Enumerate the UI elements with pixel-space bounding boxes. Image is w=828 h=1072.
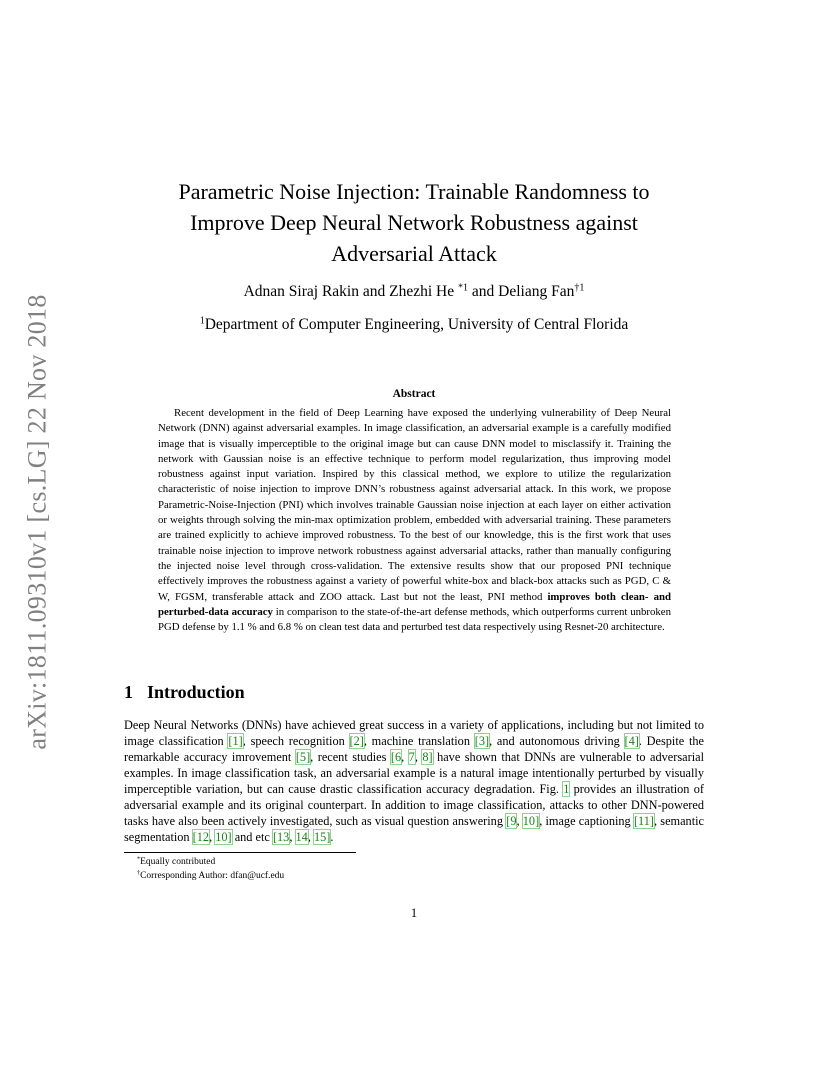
- intro-text: , image captioning: [539, 814, 634, 828]
- arxiv-sidebar-stamp: [18, 282, 58, 762]
- citation-link[interactable]: [3]: [474, 734, 490, 748]
- citation-link[interactable]: [6: [390, 750, 402, 764]
- figure-link[interactable]: 1: [563, 782, 570, 796]
- introduction-paragraph: Deep Neural Networks (DNNs) have achieved great success in a variety of applications, including but not limited to image classification [1], speech recognition [2], machine translation [3], and autonomous driving [4]. Despite the remarkable accuracy imrovement [5], recent studies [6, 7, 8] have shown that DNNs are vulnerable to adversarial examples. In image classification task, an adversarial example is a natural image intentionally perturbed by visually imperceptible variation, but can cause drastic classification accuracy degradation. Fig. 1 provides an illustration of adversarial example and its original counterpart. In addition to image classification, attacks to other DNN-powered tasks have also been actively investigated, such as visual question answering [9, 10], image captioning [11], semantic segmentation [12, 10] and etc [13, 14, 15].: [124, 718, 704, 844]
- affiliation-text: Department of Computer Engineering, University of Central Florida: [204, 316, 629, 333]
- citation-link[interactable]: [11]: [633, 814, 654, 828]
- affiliation-mark: 1: [199, 315, 205, 327]
- footnote-equal-contribution: [137, 856, 284, 870]
- footnote-corresponding-author: [137, 870, 284, 884]
- affiliation: [124, 316, 704, 334]
- section-heading-introduction: [124, 682, 245, 703]
- title-line-3: Adversarial Attack: [331, 241, 497, 266]
- citation-link[interactable]: 7: [408, 750, 415, 764]
- citation-link[interactable]: 10]: [522, 814, 540, 828]
- citation-link[interactable]: [12: [192, 830, 210, 844]
- citation-link[interactable]: [2]: [349, 734, 364, 748]
- author-names-1: Adnan Siraj Rakin and Zhezhi He: [243, 283, 458, 300]
- intro-text: Deep Neural Networks (DNNs) have achieved great success in a variety of applications, including but not limited to image classification: [124, 718, 704, 748]
- footnotes: [137, 856, 284, 883]
- footnote-text: Equally contributed: [140, 857, 216, 867]
- citation-link[interactable]: [4]: [624, 734, 639, 748]
- footnote-mark: *: [137, 856, 141, 863]
- citation-link[interactable]: [5]: [295, 750, 311, 764]
- intro-text: . Despite the remarkable accuracy imrovement: [124, 734, 704, 764]
- footnote-mark: †: [137, 870, 141, 877]
- paper-title: [124, 176, 704, 269]
- footnote-text: Corresponding Author: dfan@ucf.edu: [140, 870, 285, 881]
- abstract-bold-text: improves both clean- and perturbed-data accuracy: [158, 590, 671, 618]
- intro-text: , speech recognition: [242, 734, 350, 748]
- citation-link[interactable]: 8]: [422, 750, 433, 764]
- intro-text: and etc: [231, 830, 273, 844]
- intro-text: , semantic segmentation: [124, 814, 704, 844]
- section-title: Introduction: [147, 682, 245, 702]
- citation-link[interactable]: [1]: [228, 734, 243, 748]
- intro-text: , and autonomous driving: [489, 734, 625, 748]
- intro-text: , machine translation: [363, 734, 475, 748]
- citation-link[interactable]: [9: [506, 814, 517, 828]
- abstract-body: [158, 406, 671, 635]
- author-mark-2: †1: [574, 282, 585, 294]
- citation-link[interactable]: 15]: [313, 830, 331, 844]
- section-number: 1: [124, 682, 133, 702]
- intro-text: .: [330, 830, 334, 844]
- citation-link[interactable]: [13: [272, 830, 290, 844]
- footnote-divider: [124, 852, 356, 853]
- citation-link[interactable]: 10]: [215, 830, 232, 844]
- author-mark-1: *1: [457, 282, 469, 294]
- author-names-2: and Deliang Fan: [468, 283, 575, 300]
- intro-text: provides an illustration of adversarial example and its original counterpart. In addition to image classification, attacks to other DNN-powered tasks have also been actively investigated, such as visual question answering: [124, 782, 704, 828]
- arxiv-identifier: arXiv:1811.09310v1 [cs.LG] 22 Nov 2018: [23, 294, 52, 750]
- title-line-1: Parametric Noise Injection: Trainable Randomness to: [178, 179, 650, 204]
- intro-text: have shown that DNNs are vulnerable to adversarial examples. In image classification task, an adversarial example is a natural image intentionally perturbed by visually imperceptible variation, but can cause drastic classification accuracy degradation. Fig.: [124, 750, 704, 796]
- abstract-heading: Abstract: [392, 388, 436, 400]
- citation-link[interactable]: 14: [295, 830, 308, 844]
- abstract-text-2: in comparison to the state-of-the-art defense methods, which outperforms current unbroken PGD defense by 1.1 % and 6.8 % on clean test data and perturbed test data respectively using Resnet-20 architecture.: [158, 605, 672, 634]
- page-number: 1: [410, 906, 418, 920]
- author-list: [124, 283, 704, 301]
- intro-text: , recent studies: [310, 750, 391, 764]
- abstract-text-1: Recent development in the field of Deep Learning have exposed the underlying vulnerability of Deep Neural Network (DNN) against adversarial examples. In image classification, an adversarial example is a carefully modified image that is visually imperceptible to the original image but can cause DNN model to misclassify it. Training the network with Gaussian noise is an effective technique to perform model regularization, thus improving model robustness against input variation. Inspired by this classical method, we explore to utilize the regularization characteristic of noise injection to improve DNN’s robustness against adversarial attack. In this work, we propose Parametric-Noise-Injection (PNI) which involves trainable Gaussian noise injection at each layer on either activation or weights through solving the min-max optimization problem, embedded with adversarial training. These parameters are trained explicitly to achieve improved robustness. To the best of our knowledge, this is the first work that uses trainable noise injection to improve network robustness against adversarial attacks, rather than manually configuring the injected noise level through cross-validation. The extensive results show that our proposed PNI technique effectively improves the robustness against a variety of powerful white-box and black-box attacks such as PGD, C & W, FGSM, transferable attack and ZOO attack. Last but not the least, PNI method: [158, 407, 671, 603]
- title-line-2: Improve Deep Neural Network Robustness against: [190, 210, 638, 235]
